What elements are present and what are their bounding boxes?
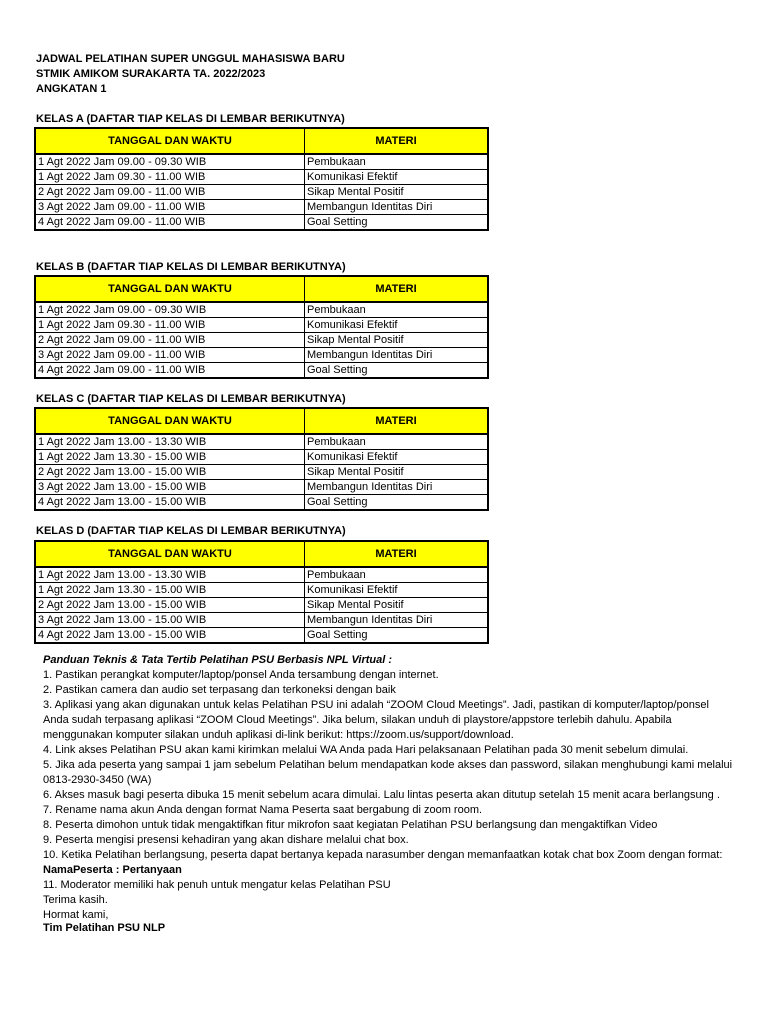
rule-item: 4. Link akses Pelatihan PSU akan kami kirimkan melalui WA Anda pada Hari pelaksanaan Pelatihan pada 30 menit sebelum dimulai. [43,744,689,756]
cell-date-time: 4 Agt 2022 Jam 13.00 - 15.00 WIB [35,628,305,644]
cell-date-time: 4 Agt 2022 Jam 09.00 - 11.00 WIB [35,363,305,379]
header-date-time: TANGGAL DAN WAKTU [35,541,305,567]
rule-item: 7. Rename nama akun Anda dengan format Nama Peserta saat bergabung di zoom room. [43,804,483,816]
cell-materi: Goal Setting [305,363,489,379]
cell-materi: Membangun Identitas Diri [305,613,489,628]
header-materi: MATERI [305,276,489,302]
header-batch: ANGKATAN 1 [36,83,107,95]
rule-item: 6. Akses masuk bagi peserta dibuka 15 menit sebelum acara dimulai. Lalu lintas peserta akan ditutup setelah 15 menit acara berlangsung . [43,789,720,801]
table-row [35,318,488,333]
rule-item-11: 11. Moderator memiliki hak penuh untuk mengatur kelas Pelatihan PSU [43,879,391,891]
class-title: KELAS D (DAFTAR TIAP KELAS DI LEMBAR BERIKUTNYA) [36,525,346,537]
cell-materi: Membangun Identitas Diri [305,348,489,363]
cell-date-time: 1 Agt 2022 Jam 13.30 - 15.00 WIB [35,450,305,465]
cell-materi: Sikap Mental Positif [305,598,489,613]
cell-materi: Pembukaan [305,567,489,583]
table-row [35,185,488,200]
schedule-table [34,127,489,231]
cell-date-time: 2 Agt 2022 Jam 13.00 - 15.00 WIB [35,598,305,613]
cell-materi: Goal Setting [305,215,489,231]
table-row [35,348,488,363]
table-row [35,613,488,628]
rule-item-10-format: NamaPeserta : Pertanyaan [43,864,182,876]
header-title: JADWAL PELATIHAN SUPER UNGGUL MAHASISWA BARU [36,53,345,65]
rule-item-10 [43,848,733,878]
rule-item: 2. Pastikan camera dan audio set terpasang dan terkoneksi dengan baik [43,684,396,696]
header-institution: STMIK AMIKOM SURAKARTA TA. 2022/2023 [36,68,266,80]
table-header-row [35,408,488,434]
rule-item: 8. Peserta dimohon untuk tidak mengaktifkan fitur mikrofon saat kegiatan Pelatihan PSU berlangsung dan mengaktifkan Video [43,819,658,831]
rule-item: 3. Aplikasi yang akan digunakan untuk kelas Pelatihan PSU ini adalah “ZOOM Cloud Meetings”. Jadi, pastikan di komputer/laptop/ponsel Anda sudah terpasang aplikasi “ZOOM Cloud Meetings”. Jika belum, silakan unduh di playstore/appstore terlebih dahulu. Apabila menggunakan komputer silakan unduh aplikasi di-link berikut: https://zoom.us/support/download. [43,699,709,741]
schedule-table [34,407,489,511]
class-title: KELAS B (DAFTAR TIAP KELAS DI LEMBAR BERIKUTNYA) [36,261,346,273]
cell-materi: Sikap Mental Positif [305,185,489,200]
header-materi: MATERI [305,128,489,154]
table-row [35,363,488,379]
table-row [35,567,488,583]
cell-materi: Pembukaan [305,302,489,318]
table-header-row [35,128,488,154]
cell-date-time: 3 Agt 2022 Jam 13.00 - 15.00 WIB [35,480,305,495]
table-header-row [35,541,488,567]
header-date-time: TANGGAL DAN WAKTU [35,408,305,434]
header-materi: MATERI [305,541,489,567]
cell-materi: Goal Setting [305,628,489,644]
table-row [35,215,488,231]
cell-materi: Komunikasi Efektif [305,450,489,465]
class-title: KELAS C (DAFTAR TIAP KELAS DI LEMBAR BERIKUTNYA) [36,393,346,405]
table-row [35,495,488,511]
cell-date-time: 3 Agt 2022 Jam 09.00 - 11.00 WIB [35,348,305,363]
table-header-row [35,276,488,302]
cell-date-time: 3 Agt 2022 Jam 09.00 - 11.00 WIB [35,200,305,215]
header-materi: MATERI [305,408,489,434]
cell-materi: Komunikasi Efektif [305,318,489,333]
table-row [35,302,488,318]
cell-date-time: 1 Agt 2022 Jam 13.00 - 13.30 WIB [35,567,305,583]
cell-date-time: 3 Agt 2022 Jam 13.00 - 15.00 WIB [35,613,305,628]
rule-item: 9. Peserta mengisi presensi kehadiran yang akan dishare melalui chat box. [43,834,409,846]
cell-materi: Pembukaan [305,434,489,450]
cell-date-time: 1 Agt 2022 Jam 13.30 - 15.00 WIB [35,583,305,598]
cell-date-time: 4 Agt 2022 Jam 09.00 - 11.00 WIB [35,215,305,231]
cell-date-time: 1 Agt 2022 Jam 09.00 - 09.30 WIB [35,154,305,170]
regards-text: Hormat kami, [43,909,109,921]
table-row [35,200,488,215]
document-header [36,52,345,97]
cell-date-time: 1 Agt 2022 Jam 09.30 - 11.00 WIB [35,170,305,185]
rule-item-10-text: 10. Ketika Pelatihan berlangsung, peserta dapat bertanya kepada narasumber dengan memanfaatkan kotak chat box Zoom dengan format: [43,849,723,861]
table-row [35,598,488,613]
rules-list [43,668,733,848]
table-row [35,170,488,185]
class-title: KELAS A (DAFTAR TIAP KELAS DI LEMBAR BERIKUTNYA) [36,113,345,125]
schedule-table [34,275,489,379]
cell-materi: Membangun Identitas Diri [305,480,489,495]
cell-materi: Membangun Identitas Diri [305,200,489,215]
cell-materi: Pembukaan [305,154,489,170]
rule-item: 1. Pastikan perangkat komputer/laptop/ponsel Anda tersambung dengan internet. [43,669,439,681]
header-date-time: TANGGAL DAN WAKTU [35,276,305,302]
table-row [35,583,488,598]
table-row [35,450,488,465]
schedule-table [34,540,489,644]
table-row [35,434,488,450]
cell-materi: Komunikasi Efektif [305,170,489,185]
cell-date-time: 2 Agt 2022 Jam 09.00 - 11.00 WIB [35,185,305,200]
cell-date-time: 1 Agt 2022 Jam 09.30 - 11.00 WIB [35,318,305,333]
cell-date-time: 2 Agt 2022 Jam 09.00 - 11.00 WIB [35,333,305,348]
rules-title: Panduan Teknis & Tata Tertib Pelatihan PSU Berbasis NPL Virtual : [43,654,393,666]
cell-materi: Komunikasi Efektif [305,583,489,598]
table-row [35,333,488,348]
cell-materi: Sikap Mental Positif [305,465,489,480]
rule-item: 5. Jika ada peserta yang sampai 1 jam sebelum Pelatihan belum mendapatkan kode akses dan password, silakan menghubungi kami melalui 0813-2930-3450 (WA) [43,759,733,786]
table-row [35,628,488,644]
cell-materi: Sikap Mental Positif [305,333,489,348]
header-date-time: TANGGAL DAN WAKTU [35,128,305,154]
cell-date-time: 2 Agt 2022 Jam 13.00 - 15.00 WIB [35,465,305,480]
table-row [35,480,488,495]
table-row [35,154,488,170]
cell-date-time: 1 Agt 2022 Jam 09.00 - 09.30 WIB [35,302,305,318]
table-row [35,465,488,480]
cell-materi: Goal Setting [305,495,489,511]
signoff: Tim Pelatihan PSU NLP [43,922,166,934]
thanks-text: Terima kasih. [43,894,108,906]
rules-section [43,653,733,923]
cell-date-time: 4 Agt 2022 Jam 13.00 - 15.00 WIB [35,495,305,511]
cell-date-time: 1 Agt 2022 Jam 13.00 - 13.30 WIB [35,434,305,450]
